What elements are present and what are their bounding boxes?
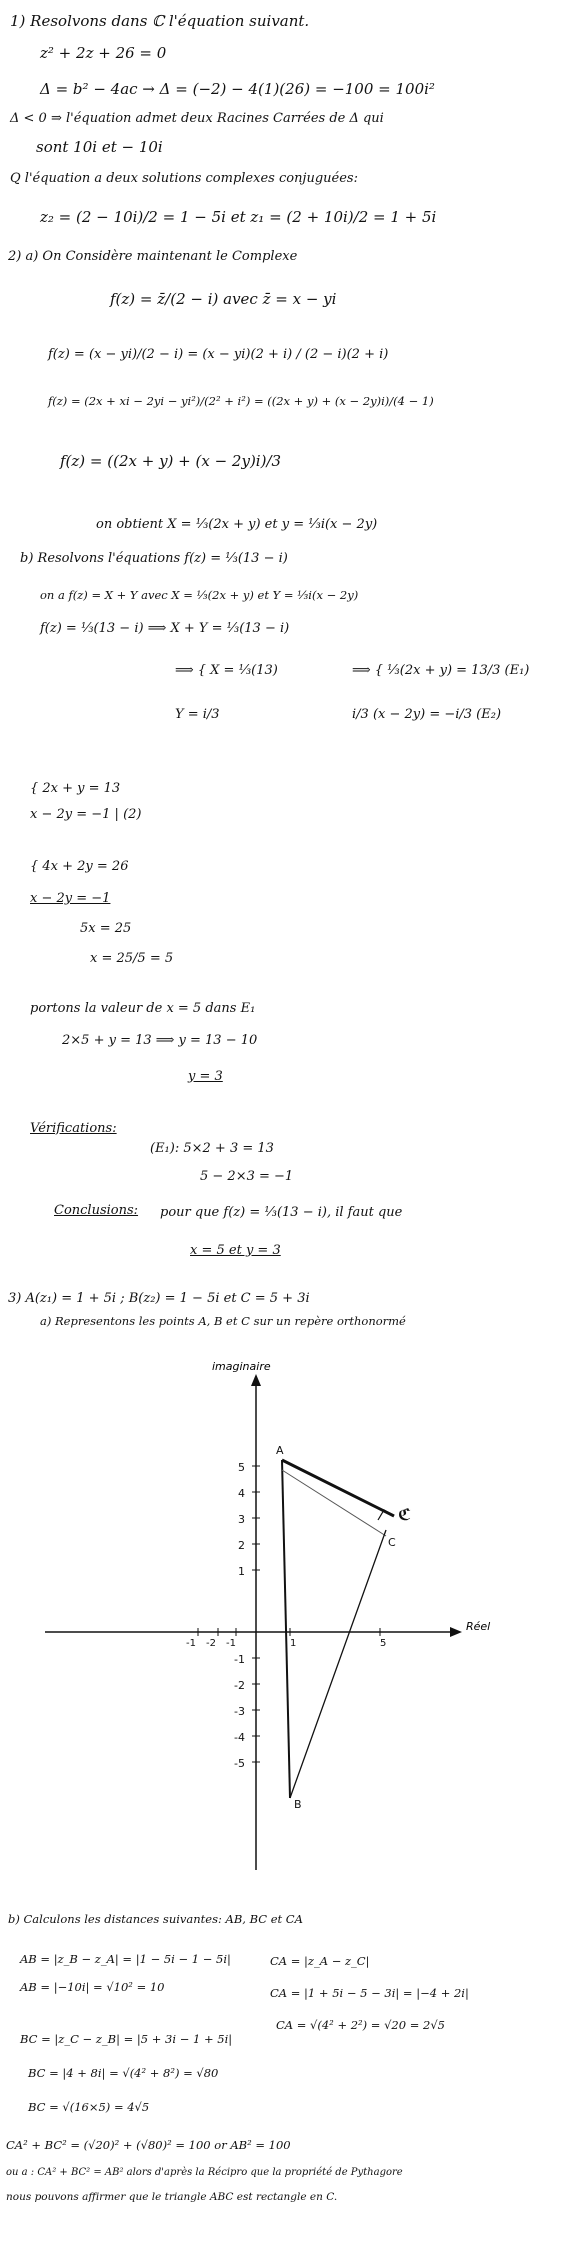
part1-equation: z² + 2z + 26 = 0	[40, 44, 167, 62]
part2b-system3-line-2: x − 2y = −1	[30, 891, 111, 906]
y-axis-label: imaginaire	[212, 1360, 271, 1373]
part2b-heading: b) Resolvons l'équations f(z) = ⅓(13 − i)	[20, 551, 288, 566]
y-tick-label: -1	[234, 1653, 245, 1666]
pythagore-line-1: CA² + BC² = (√20)² + (√80)² = 100 or AB² = 100	[6, 2138, 291, 2152]
verification-line-1: (E₁): 5×2 + 3 = 13	[150, 1141, 274, 1156]
part1-solutions: z₂ = (2 − 10i)/2 = 1 − 5i et z₁ = (2 + 10i)/2 = 1 + 5i	[40, 208, 437, 226]
pythagore-line-2: ou a : CA² + BC² = AB² alors d'après la Récipro que la propriété de Pythagore	[6, 2167, 403, 2178]
x-axis-label: Réel	[466, 1620, 491, 1633]
x-tick-label: -1	[226, 1638, 236, 1649]
segment-ab	[282, 1460, 290, 1798]
part2a-definition: f(z) = z̄/(2 − i) avec z̄ = x − yi	[110, 290, 337, 308]
part1-roots: sont 10i et − 10i	[36, 138, 163, 156]
segment-bc	[290, 1530, 386, 1798]
ab-line-2: AB = |−10i| = √10² = 10	[20, 1980, 165, 1994]
part2b-system-y: Y = i/3	[175, 707, 220, 722]
ca-line-2: CA = |1 + 5i − 5 − 3i| = |−4 + 2i|	[270, 1986, 469, 2000]
part2a-obtain: on obtient X = ⅓(2x + y) et y = ⅓i(x − 2y)	[96, 517, 378, 532]
part2b-y-result: y = 3	[188, 1069, 223, 1084]
conclusion-label: Conclusions:	[54, 1203, 139, 1218]
right-angle-marker	[378, 1510, 394, 1520]
point-c-big-label: ℭ	[398, 1505, 412, 1524]
verification-label: Vérifications:	[30, 1121, 117, 1136]
part1-line-1: 1) Resolvons dans ℂ l'équation suivant.	[10, 12, 310, 30]
part2b-solve-y: 2×5 + y = 13 ⟹ y = 13 − 10	[62, 1033, 258, 1048]
part2a-step-2: f(z) = (2x + xi − 2yi − yi²)/(2² + i²) = ((2x + y) + (x − 2y)i)/(4 − 1)	[48, 394, 434, 408]
part2a-result: f(z) = ((2x + y) + (x − 2y)i)/3	[60, 452, 282, 470]
bc-line-2: BC = |4 + 8i| = √(4² + 8²) = √80	[28, 2066, 219, 2080]
complex-plane-graph	[0, 1340, 565, 1880]
point-b-label: B	[294, 1798, 302, 1811]
y-tick-label: -2	[234, 1679, 245, 1692]
y-tick-label: 2	[238, 1539, 245, 1552]
part1-line-6: Q l'équation a deux solutions complexes conjuguées:	[10, 171, 358, 186]
bc-line-3: BC = √(16×5) = 4√5	[28, 2100, 150, 2114]
verification-line-2: 5 − 2×3 = −1	[200, 1169, 294, 1184]
x-tick-label: 5	[380, 1638, 387, 1649]
part1-line-4: Δ < 0 ⇒ l'équation admet deux Racines Carrées de Δ qui	[10, 111, 384, 126]
ab-line-1: AB = |z_B − z_A| = |1 − 5i − 1 − 5i|	[20, 1952, 231, 1966]
part2b-system-e2: i/3 (x − 2y) = −i/3 (E₂)	[352, 707, 502, 722]
y-tick-label: 3	[238, 1513, 245, 1526]
part3b-heading: b) Calculons les distances suivantes: AB, BC et CA	[8, 1912, 303, 1926]
x-axis-arrow	[450, 1627, 462, 1637]
pythagore-line-3: nous pouvons affirmer que le triangle ABC est rectangle en C.	[6, 2191, 338, 2203]
y-tick-label: -3	[234, 1705, 245, 1718]
part2b-system-e1: ⟹ { ⅓(2x + y) = 13/3 (E₁)	[352, 663, 530, 678]
part2a-step-1: f(z) = (x − yi)/(2 − i) = (x − yi)(2 + i) / (2 − i)(2 + i)	[48, 347, 389, 362]
point-c-label: C	[388, 1536, 396, 1549]
y-tick-label: 4	[238, 1487, 245, 1500]
part3-subheading: a) Representons les points A, B et C sur un repère orthonormé	[40, 1314, 406, 1328]
part2a-heading: 2) a) On Considère maintenant le Complexe	[8, 249, 298, 264]
conclusion-line-1: pour que f(z) = ⅓(13 − i), il faut que	[160, 1205, 403, 1220]
x-tick-label: -2	[206, 1638, 216, 1649]
part2b-system3-line-4: x = 25/5 = 5	[90, 951, 174, 966]
part2b-line-3: f(z) = ⅓(13 − i) ⟹ X + Y = ⅓(13 − i)	[40, 621, 290, 636]
part3-heading: 3) A(z₁) = 1 + 5i ; B(z₂) = 1 − 5i et C = 5 + 3i	[8, 1291, 310, 1306]
part2b-line-2: on a f(z) = X + Y avec X = ⅓(2x + y) et Y = ⅓i(x − 2y)	[40, 588, 359, 602]
part2b-substitute: portons la valeur de x = 5 dans E₁	[30, 1001, 256, 1016]
segment-ac-thick	[282, 1460, 394, 1516]
part2b-system3-line-1: { 4x + 2y = 26	[30, 859, 129, 874]
part2b-system-x: ⟹ { X = ⅓(13)	[175, 663, 278, 678]
y-tick-label: 5	[238, 1461, 245, 1474]
ca-line-3: CA = √(4² + 2²) = √20 = 2√5	[276, 2018, 445, 2032]
part2b-system2-line-2: x − 2y = −1 | (2)	[30, 807, 142, 822]
y-axis-arrow	[251, 1374, 261, 1386]
ca-line-1: CA = |z_A − z_C|	[270, 1954, 370, 1968]
part2b-system3-line-3: 5x = 25	[80, 921, 132, 936]
y-tick-label: -4	[234, 1731, 245, 1744]
part2b-system2-line-1: { 2x + y = 13	[30, 781, 121, 796]
bc-line-1: BC = |z_C − z_B| = |5 + 3i − 1 + 5i|	[20, 2032, 233, 2046]
y-tick-label: 1	[238, 1565, 245, 1578]
conclusion-line-2: x = 5 et y = 3	[190, 1243, 281, 1258]
y-tick-label: -5	[234, 1757, 245, 1770]
x-tick-label: 1	[290, 1638, 297, 1649]
x-tick-label: -1	[186, 1638, 196, 1649]
part1-discriminant: Δ = b² − 4ac → Δ = (−2) − 4(1)(26) = −100 = 100i²	[40, 80, 435, 98]
point-a-label: A	[276, 1444, 284, 1457]
